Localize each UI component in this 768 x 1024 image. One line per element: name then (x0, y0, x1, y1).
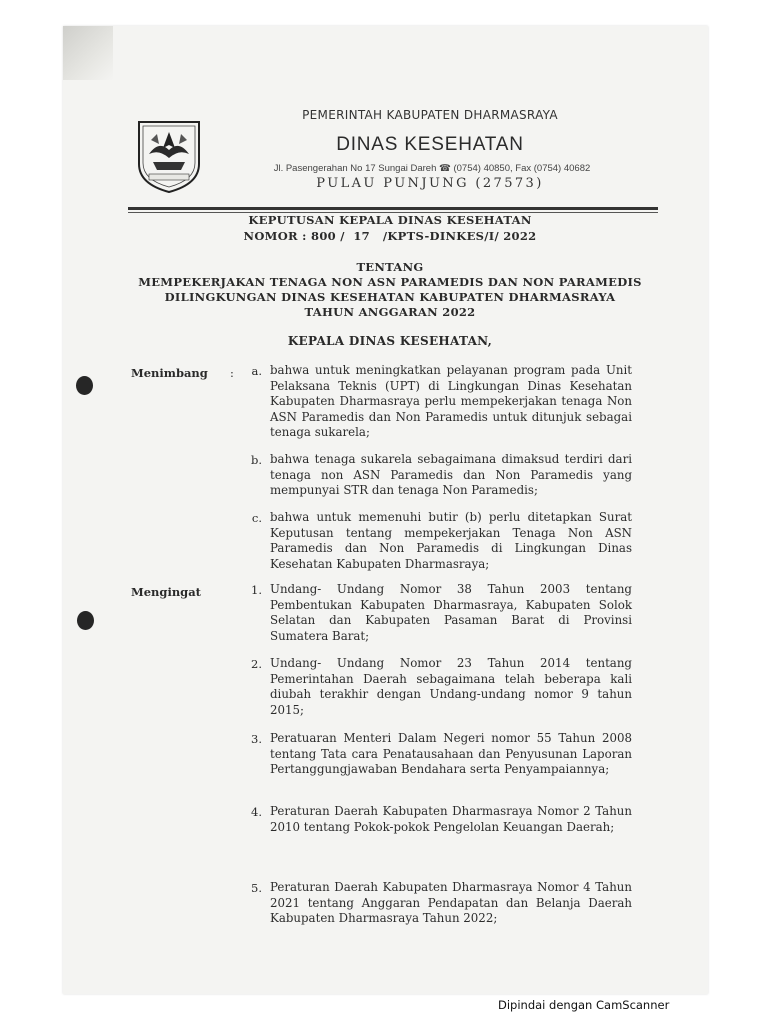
scanner-credit: Dipindai dengan CamScanner (498, 998, 670, 1012)
legal-basis-marker: 5. (251, 881, 262, 895)
subject-line-1: MEMPEKERJAKAN TENAGA NON ASN PARAMEDIS DAN NON PARAMEDIS (138, 275, 642, 289)
consideration-marker: c. (251, 511, 262, 525)
punch-hole-top (76, 376, 93, 395)
authority-heading: KEPALA DINAS KESEHATAN, (287, 334, 493, 348)
menimbang-label: Menimbang (131, 366, 208, 380)
consideration-marker: b. (250, 453, 262, 467)
office-name: DINAS KESEHATAN (336, 134, 524, 155)
decree-number: NOMOR : 800 / 17 /KPTS-DINKES/I/ 2022 (243, 229, 537, 243)
decree-title: KEPUTUSAN KEPALA DINAS KESEHATAN (248, 213, 532, 227)
regency-coat-of-arms-logo (135, 118, 203, 194)
punch-hole-bottom (77, 611, 94, 630)
page-corner-shadow (63, 26, 113, 80)
consideration-item: bahwa tenaga sukarela sebagaimana dimaksud terdiri dari tenaga non ASN Paramedis dan Non Paramedis yang mempunyai STR dan tenaga Non Paramedis; (270, 452, 632, 497)
about-label: TENTANG (356, 260, 424, 274)
office-address: Jl. Pasengerahan No 17 Sungai Dareh ☎ (0754) 40850, Fax (0754) 40682 (273, 163, 591, 174)
consideration-marker: a. (251, 364, 262, 378)
menimbang-colon: : (230, 366, 234, 380)
legal-basis-marker: 2. (251, 657, 262, 671)
subject-line-2: DILINGKUNGAN DINAS KESEHATAN KABUPATEN DHARMASRAYA (164, 290, 616, 304)
legal-basis-item: Undang- Undang Nomor 23 Tahun 2014 tentang Pemerintahan Daerah sebagaimana telah beberapa kali diubah terakhir dengan Undang-undang nomor 9 tahun 2015; (270, 656, 632, 717)
legal-basis-marker: 3. (251, 732, 262, 746)
legal-basis-item: Peraturan Daerah Kabupaten Dharmasraya Nomor 2 Tahun 2010 tentang Pokok-pokok Pengelolan Keuangan Daerah; (270, 804, 632, 834)
legal-basis-marker: 1. (251, 583, 262, 597)
legal-basis-marker: 4. (251, 805, 262, 819)
office-city: PULAU PUNJUNG (27573) (316, 176, 544, 191)
legal-basis-item: Undang- Undang Nomor 38 Tahun 2003 tentang Pembentukan Kabupaten Dharmasraya, Kabupaten Solok Selatan dan Kabupaten Pasaman Barat di Provinsi Sumatera Barat; (270, 582, 632, 643)
consideration-item: bahwa untuk meningkatkan pelayanan program pada Unit Pelaksana Teknis (UPT) di Lingkungan Dinas Kesehatan Kabupaten Dharmasraya perlu mempekerjakan tenaga Non ASN Paramedis dan Non Paramedis untuk ditunjuk sebagai tenaga sukarela; (270, 363, 632, 439)
subject-line-3: TAHUN ANGGARAN 2022 (304, 305, 476, 319)
consideration-item: bahwa untuk memenuhi butir (b) perlu ditetapkan Surat Keputusan tentang mempekerjakan Tenaga Non ASN Paramedis dan Non Paramedis di Lingkungan Dinas Kesehatan Kabupaten Dharmasraya; (270, 510, 632, 571)
mengingat-label: Mengingat (131, 585, 201, 599)
letterhead-divider-thick (128, 207, 658, 210)
legal-basis-item: Peraturan Daerah Kabupaten Dharmasraya Nomor 4 Tahun 2021 tentang Anggaran Pendapatan dan Belanja Daerah Kabupaten Dharmasraya Tahun 2022; (270, 880, 632, 925)
legal-basis-item: Peratuaran Menteri Dalam Negeri nomor 55 Tahun 2008 tentang Tata cara Penatausahaan dan Penyusunan Laporan Pertanggungjawaban Bendahara serta Penyampaiannya; (270, 731, 632, 776)
government-name: PEMERINTAH KABUPATEN DHARMASRAYA (302, 108, 558, 122)
